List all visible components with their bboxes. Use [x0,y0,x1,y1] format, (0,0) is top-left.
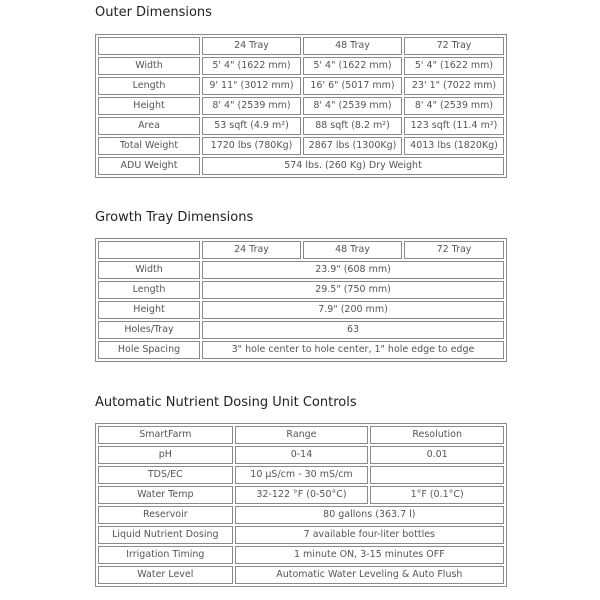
table-row [98,57,504,75]
row-label: Water Level [98,566,233,584]
row-label: Hole Spacing [98,341,200,359]
header-cell: SmartFarm [98,426,233,444]
outer-dimensions-title: Outer Dimensions [95,5,212,20]
table-row [98,506,504,524]
table-row [98,97,504,115]
table-cell-merged: 63 [202,321,504,339]
table-cell-merged: 7.9" (200 mm) [202,301,504,319]
dosing-controls-title: Automatic Nutrient Dosing Unit Controls [95,395,357,410]
table-cell: 8' 4" (2539 mm) [303,97,402,115]
table-cell: 23' 1" (7022 mm) [404,77,504,95]
row-label: Length [98,281,200,299]
table-cell: 2867 lbs (1300Kg) [303,137,402,155]
row-label: Water Temp [98,486,233,504]
table-cell: 1720 lbs (780Kg) [202,137,301,155]
table-row [98,137,504,155]
row-label: Reservoir [98,506,233,524]
row-label: Height [98,97,200,115]
table-header-row [98,241,504,259]
growth-tray-table [95,238,507,362]
growth-tray-title: Growth Tray Dimensions [95,210,254,225]
table-cell: 123 sqft (11.4 m²) [404,117,504,135]
outer-dimensions-table [95,34,507,178]
dosing-controls-table [95,423,507,587]
row-label: ADU Weight [98,157,200,175]
table-row [98,446,504,464]
table-cell: 1°F (0.1°C) [370,486,504,504]
table-cell: 8' 4" (2539 mm) [404,97,504,115]
table-cell-merged: 29.5" (750 mm) [202,281,504,299]
table-row [98,281,504,299]
row-label: Liquid Nutrient Dosing [98,526,233,544]
table-row [98,526,504,544]
row-label: Area [98,117,200,135]
table-cell [370,466,504,484]
table-row [98,546,504,564]
row-label: Length [98,77,200,95]
header-cell: 48 Tray [303,241,402,259]
header-cell: Resolution [370,426,504,444]
row-label: TDS/EC [98,466,233,484]
table-cell-merged: 3" hole center to hole center, 1" hole edge to edge [202,341,504,359]
table-cell: 5' 4" (1622 mm) [202,57,301,75]
table-header-row [98,426,504,444]
table-cell-merged: 23.9" (608 mm) [202,261,504,279]
table-cell: 32-122 °F (0-50°C) [235,486,369,504]
header-cell-blank [98,241,200,259]
table-cell-merged: Automatic Water Leveling & Auto Flush [235,566,504,584]
table-row [98,301,504,319]
table-cell: 9' 11" (3012 mm) [202,77,301,95]
table-row [98,466,504,484]
header-cell: Range [235,426,369,444]
header-cell: 72 Tray [404,37,504,55]
header-cell: 48 Tray [303,37,402,55]
table-cell: 8' 4" (2539 mm) [202,97,301,115]
table-cell-merged: 1 minute ON, 3-15 minutes OFF [235,546,504,564]
table-cell: 88 sqft (8.2 m²) [303,117,402,135]
header-cell: 24 Tray [202,37,301,55]
table-row [98,117,504,135]
row-label: Total Weight [98,137,200,155]
table-cell: 0-14 [235,446,369,464]
table-row [98,321,504,339]
header-cell: 72 Tray [404,241,504,259]
table-cell: 5' 4" (1622 mm) [404,57,504,75]
table-cell: 0.01 [370,446,504,464]
row-label: Width [98,261,200,279]
table-cell-merged: 80 gallons (363.7 l) [235,506,504,524]
table-cell: 4013 lbs (1820Kg) [404,137,504,155]
table-cell-merged: 7 available four-liter bottles [235,526,504,544]
table-cell: 53 sqft (4.9 m²) [202,117,301,135]
table-row [98,341,504,359]
row-label: pH [98,446,233,464]
table-cell: 10 µS/cm - 30 mS/cm [235,466,369,484]
row-label: Width [98,57,200,75]
table-header-row [98,37,504,55]
table-cell: 16' 6" (5017 mm) [303,77,402,95]
row-label: Height [98,301,200,319]
table-cell: 5' 4" (1622 mm) [303,57,402,75]
table-row [98,566,504,584]
table-row [98,157,504,175]
table-cell-merged: 574 lbs. (260 Kg) Dry Weight [202,157,504,175]
header-cell: 24 Tray [202,241,301,259]
table-row [98,77,504,95]
table-row [98,261,504,279]
row-label: Irrigation Timing [98,546,233,564]
header-cell-blank [98,37,200,55]
row-label: Holes/Tray [98,321,200,339]
table-row [98,486,504,504]
